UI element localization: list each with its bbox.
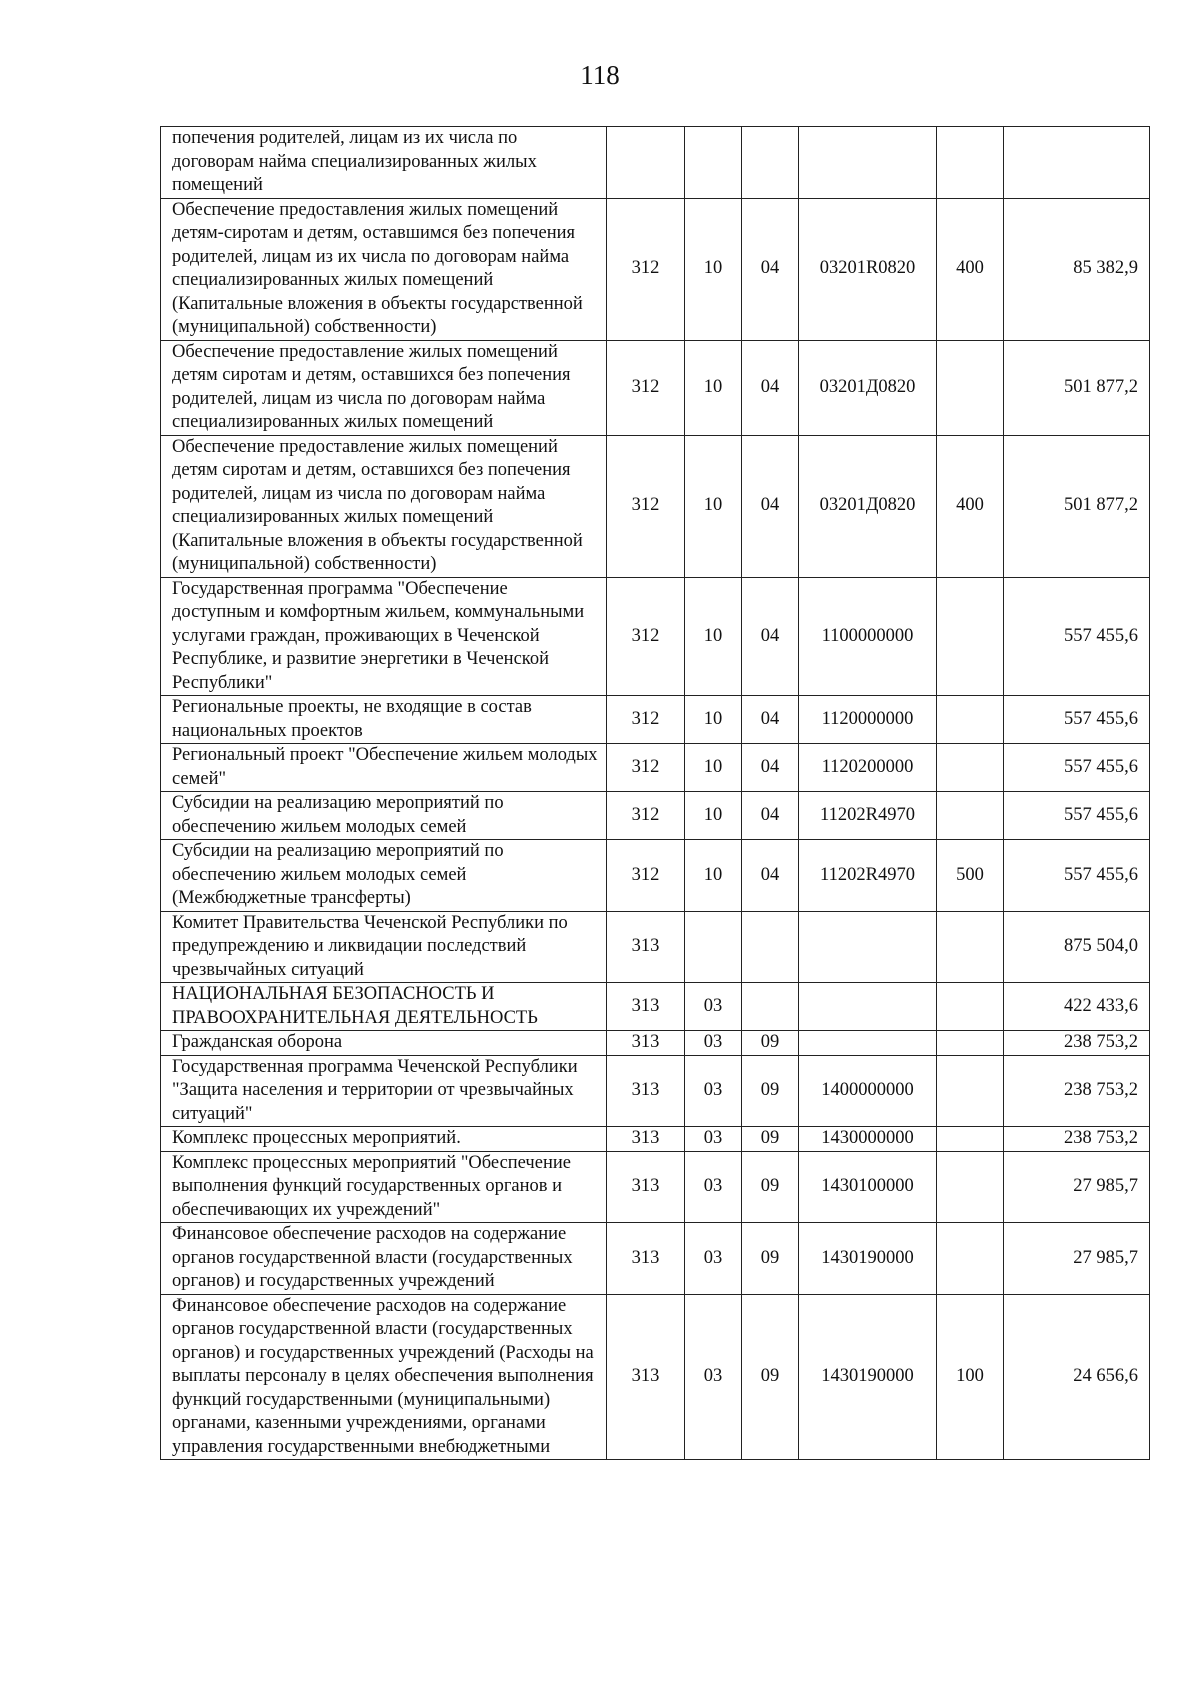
row-pr-cell: 04 bbox=[742, 340, 799, 435]
row-rz-cell: 03 bbox=[685, 1055, 742, 1127]
row-sum-cell: 27 985,7 bbox=[1004, 1151, 1150, 1223]
row-cs-cell: 1430100000 bbox=[799, 1151, 937, 1223]
row-sum-cell: 557 455,6 bbox=[1004, 840, 1150, 912]
row-vr-cell bbox=[937, 1127, 1004, 1152]
row-cs-cell: 1430000000 bbox=[799, 1127, 937, 1152]
table-row bbox=[161, 1031, 1150, 1056]
row-gr-cell: 313 bbox=[607, 1223, 685, 1295]
row-cs-cell: 1400000000 bbox=[799, 1055, 937, 1127]
table-row bbox=[161, 911, 1150, 983]
row-sum-cell: 501 877,2 bbox=[1004, 340, 1150, 435]
row-rz-cell bbox=[685, 127, 742, 199]
row-sum-cell: 238 753,2 bbox=[1004, 1127, 1150, 1152]
table-row bbox=[161, 1223, 1150, 1295]
row-rz-cell: 10 bbox=[685, 840, 742, 912]
row-gr-cell: 312 bbox=[607, 340, 685, 435]
row-sum-cell: 501 877,2 bbox=[1004, 435, 1150, 577]
table-row bbox=[161, 127, 1150, 199]
row-rz-cell: 10 bbox=[685, 435, 742, 577]
table-row bbox=[161, 840, 1150, 912]
row-sum-cell: 85 382,9 bbox=[1004, 198, 1150, 340]
row-cs-cell: 1120200000 bbox=[799, 744, 937, 792]
table-row bbox=[161, 198, 1150, 340]
row-name-cell: НАЦИОНАЛЬНАЯ БЕЗОПАСНОСТЬ И ПРАВООХРАНИТЕЛЬНАЯ ДЕЯТЕЛЬНОСТЬ bbox=[161, 983, 607, 1031]
row-pr-cell: 09 bbox=[742, 1294, 799, 1460]
row-vr-cell bbox=[937, 696, 1004, 744]
row-name-cell: Обеспечение предоставление жилых помещений детям сиротам и детям, оставшихся без попечения родителей, лицам из числа по договорам найма специализированных жилых помещений (Капитальные вложения в объекты государственной (муниципальной) собственности) bbox=[161, 435, 607, 577]
row-gr-cell: 313 bbox=[607, 1055, 685, 1127]
row-pr-cell: 09 bbox=[742, 1127, 799, 1152]
row-pr-cell: 04 bbox=[742, 696, 799, 744]
row-name-cell: Финансовое обеспечение расходов на содержание органов государственной власти (государственных органов) и государственных учреждений bbox=[161, 1223, 607, 1295]
row-pr-cell: 04 bbox=[742, 840, 799, 912]
row-cs-cell bbox=[799, 983, 937, 1031]
row-pr-cell: 09 bbox=[742, 1055, 799, 1127]
row-gr-cell: 312 bbox=[607, 840, 685, 912]
row-rz-cell: 10 bbox=[685, 744, 742, 792]
budget-table-body bbox=[161, 127, 1150, 1460]
row-rz-cell: 10 bbox=[685, 198, 742, 340]
row-rz-cell bbox=[685, 911, 742, 983]
row-rz-cell: 03 bbox=[685, 1127, 742, 1152]
table-row bbox=[161, 435, 1150, 577]
row-cs-cell: 03201R0820 bbox=[799, 198, 937, 340]
row-rz-cell: 03 bbox=[685, 1294, 742, 1460]
table-row bbox=[161, 1294, 1150, 1460]
row-rz-cell: 03 bbox=[685, 1031, 742, 1056]
row-gr-cell: 313 bbox=[607, 1031, 685, 1056]
row-cs-cell: 03201Д0820 bbox=[799, 435, 937, 577]
row-vr-cell bbox=[937, 792, 1004, 840]
row-rz-cell: 03 bbox=[685, 983, 742, 1031]
page-number: 118 bbox=[580, 60, 620, 90]
row-rz-cell: 03 bbox=[685, 1223, 742, 1295]
row-cs-cell: 1430190000 bbox=[799, 1223, 937, 1295]
row-sum-cell: 557 455,6 bbox=[1004, 577, 1150, 696]
row-sum-cell: 557 455,6 bbox=[1004, 792, 1150, 840]
row-cs-cell: 03201Д0820 bbox=[799, 340, 937, 435]
row-vr-cell: 400 bbox=[937, 198, 1004, 340]
row-pr-cell bbox=[742, 983, 799, 1031]
row-pr-cell: 04 bbox=[742, 198, 799, 340]
row-vr-cell bbox=[937, 1031, 1004, 1056]
row-sum-cell: 557 455,6 bbox=[1004, 696, 1150, 744]
row-sum-cell: 238 753,2 bbox=[1004, 1055, 1150, 1127]
row-sum-cell: 238 753,2 bbox=[1004, 1031, 1150, 1056]
row-vr-cell bbox=[937, 340, 1004, 435]
row-vr-cell bbox=[937, 577, 1004, 696]
row-sum-cell: 422 433,6 bbox=[1004, 983, 1150, 1031]
row-name-cell: Государственная программа Чеченской Республики "Защита населения и территории от чрезвычайных ситуаций" bbox=[161, 1055, 607, 1127]
row-sum-cell: 875 504,0 bbox=[1004, 911, 1150, 983]
row-pr-cell: 04 bbox=[742, 792, 799, 840]
row-rz-cell: 10 bbox=[685, 696, 742, 744]
row-vr-cell bbox=[937, 744, 1004, 792]
row-gr-cell: 313 bbox=[607, 1294, 685, 1460]
row-pr-cell: 09 bbox=[742, 1151, 799, 1223]
row-vr-cell bbox=[937, 911, 1004, 983]
row-name-cell: Региональные проекты, не входящие в состав национальных проектов bbox=[161, 696, 607, 744]
row-name-cell: Государственная программа "Обеспечение доступным и комфортным жильем, коммунальными услугами граждан, проживающих в Чеченской Республике, и развитие энергетики в Чеченской Республики" bbox=[161, 577, 607, 696]
row-gr-cell: 313 bbox=[607, 1127, 685, 1152]
table-row bbox=[161, 577, 1150, 696]
row-cs-cell: 1120000000 bbox=[799, 696, 937, 744]
table-row bbox=[161, 983, 1150, 1031]
row-rz-cell: 10 bbox=[685, 792, 742, 840]
row-pr-cell: 09 bbox=[742, 1031, 799, 1056]
row-name-cell: Субсидии на реализацию мероприятий по обеспечению жильем молодых семей (Межбюджетные трансферты) bbox=[161, 840, 607, 912]
table-row bbox=[161, 1127, 1150, 1152]
row-cs-cell: 11202R4970 bbox=[799, 792, 937, 840]
row-vr-cell: 400 bbox=[937, 435, 1004, 577]
table-row bbox=[161, 744, 1150, 792]
row-pr-cell bbox=[742, 127, 799, 199]
row-name-cell: Комплекс процессных мероприятий. bbox=[161, 1127, 607, 1152]
row-gr-cell bbox=[607, 127, 685, 199]
row-name-cell: попечения родителей, лицам из их числа по договорам найма специализированных жилых помещений bbox=[161, 127, 607, 199]
row-gr-cell: 313 bbox=[607, 1151, 685, 1223]
row-gr-cell: 313 bbox=[607, 911, 685, 983]
row-gr-cell: 312 bbox=[607, 744, 685, 792]
row-gr-cell: 313 bbox=[607, 983, 685, 1031]
table-row bbox=[161, 792, 1150, 840]
row-gr-cell: 312 bbox=[607, 792, 685, 840]
row-vr-cell bbox=[937, 127, 1004, 199]
row-vr-cell: 500 bbox=[937, 840, 1004, 912]
row-sum-cell bbox=[1004, 127, 1150, 199]
row-sum-cell: 24 656,6 bbox=[1004, 1294, 1150, 1460]
row-name-cell: Субсидии на реализацию мероприятий по обеспечению жильем молодых семей bbox=[161, 792, 607, 840]
row-name-cell: Региональный проект "Обеспечение жильем молодых семей" bbox=[161, 744, 607, 792]
row-vr-cell bbox=[937, 983, 1004, 1031]
row-name-cell: Обеспечение предоставление жилых помещений детям сиротам и детям, оставшихся без попечения родителей, лицам из числа по договорам найма специализированных жилых помещений bbox=[161, 340, 607, 435]
row-pr-cell: 04 bbox=[742, 577, 799, 696]
table-row bbox=[161, 1055, 1150, 1127]
row-gr-cell: 312 bbox=[607, 696, 685, 744]
row-name-cell: Финансовое обеспечение расходов на содержание органов государственной власти (государственных органов) и государственных учреждений (Расходы на выплаты персоналу в целях обеспечения выполнения функций государственными (муниципальными) органами, казенными учреждениями, органами управления государственными внебюджетными bbox=[161, 1294, 607, 1460]
row-gr-cell: 312 bbox=[607, 577, 685, 696]
row-pr-cell bbox=[742, 911, 799, 983]
row-cs-cell: 1430190000 bbox=[799, 1294, 937, 1460]
row-name-cell: Гражданская оборона bbox=[161, 1031, 607, 1056]
table-row bbox=[161, 1151, 1150, 1223]
row-cs-cell bbox=[799, 911, 937, 983]
budget-table bbox=[160, 126, 1150, 1460]
row-vr-cell bbox=[937, 1223, 1004, 1295]
row-pr-cell: 09 bbox=[742, 1223, 799, 1295]
row-rz-cell: 10 bbox=[685, 340, 742, 435]
table-row bbox=[161, 696, 1150, 744]
row-sum-cell: 27 985,7 bbox=[1004, 1223, 1150, 1295]
row-sum-cell: 557 455,6 bbox=[1004, 744, 1150, 792]
row-vr-cell: 100 bbox=[937, 1294, 1004, 1460]
row-vr-cell bbox=[937, 1151, 1004, 1223]
row-gr-cell: 312 bbox=[607, 435, 685, 577]
row-rz-cell: 10 bbox=[685, 577, 742, 696]
table-row bbox=[161, 340, 1150, 435]
row-cs-cell: 11202R4970 bbox=[799, 840, 937, 912]
row-name-cell: Комплекс процессных мероприятий "Обеспечение выполнения функций государственных органов и обеспечивающих их учреждений" bbox=[161, 1151, 607, 1223]
row-name-cell: Обеспечение предоставления жилых помещений детям-сиротам и детям, оставшимся без попечения родителей, лицам из их числа по договорам найма специализированных жилых помещений (Капитальные вложения в объекты государственной (муниципальной) собственности) bbox=[161, 198, 607, 340]
row-vr-cell bbox=[937, 1055, 1004, 1127]
row-name-cell: Комитет Правительства Чеченской Республики по предупреждению и ликвидации последствий чрезвычайных ситуаций bbox=[161, 911, 607, 983]
row-cs-cell: 1100000000 bbox=[799, 577, 937, 696]
row-rz-cell: 03 bbox=[685, 1151, 742, 1223]
row-gr-cell: 312 bbox=[607, 198, 685, 340]
row-pr-cell: 04 bbox=[742, 744, 799, 792]
row-cs-cell bbox=[799, 127, 937, 199]
row-pr-cell: 04 bbox=[742, 435, 799, 577]
row-cs-cell bbox=[799, 1031, 937, 1056]
